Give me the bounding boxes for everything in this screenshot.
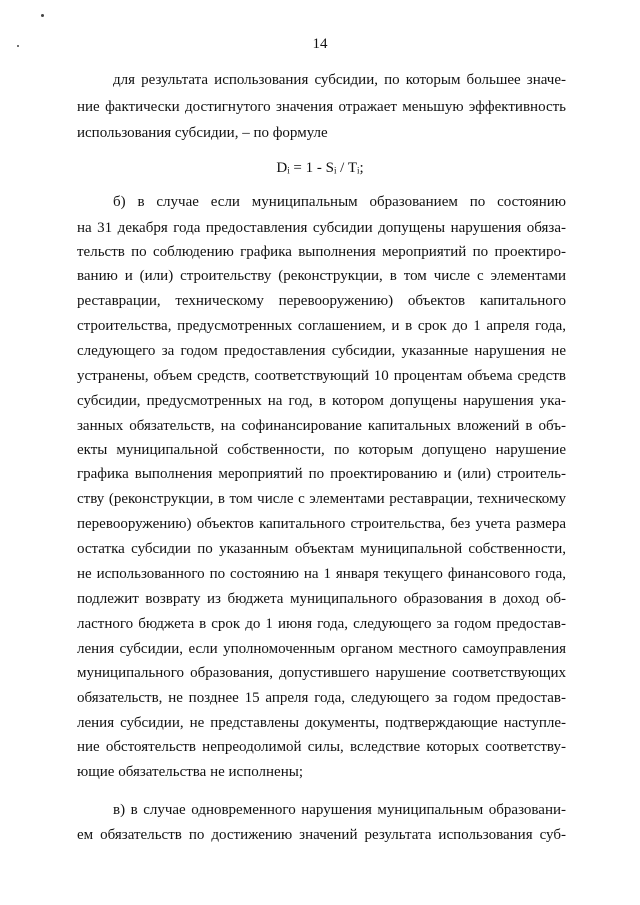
text-line: остатка субсидии по указанным объектам муниципальной собственности, <box>77 541 566 557</box>
text-line: не использованного по состоянию на 1 января текущего финансового года, <box>77 566 566 582</box>
text-line: ления субсидии, если уполномоченным органом местного самоуправления <box>77 641 566 657</box>
text-line: екты муниципальной собственности, по которым допущено нарушение <box>77 442 566 458</box>
text-line: ластного бюджета в срок до 1 июня года, следующего за годом предостав- <box>77 616 566 632</box>
text-line: ству (реконструкции, в том числе с элементами реставрации, техническому <box>77 491 566 507</box>
text-line: ванию и (или) строительству (реконструкции, в том числе с элементами <box>77 268 566 284</box>
text-line: для результата использования субсидии, по которым большее значе- <box>113 72 566 88</box>
scan-speck <box>41 14 44 17</box>
text-line: б) в случае если муниципальным образованием по состоянию <box>113 194 566 210</box>
formula: Dᵢ = 1 - Sᵢ / Tᵢ; <box>276 160 364 176</box>
text-line: субсидии, предусмотренных на год, в котором допущены нарушения ука- <box>77 393 566 409</box>
text-line: ние фактически достигнутого значения отражает меньшую эффективность <box>77 99 566 115</box>
text-line: тельств по соблюдению графика выполнения мероприятий по проектиро- <box>77 244 566 260</box>
text-line: занных обязательств, на софинансирование капитальных вложений в объ- <box>77 418 566 434</box>
text-line: ления субсидии, не представлены документы, подтверждающие наступле- <box>77 715 566 731</box>
text-line: ние обстоятельств непреодолимой силы, вследствие которых соответству- <box>77 739 566 755</box>
text-line: обязательств, не позднее 15 апреля года, следующего за годом предостав- <box>77 690 566 706</box>
text-line: муниципального образования, допустившего нарушение соответствующих <box>77 665 566 681</box>
text-line: следующего за годом предоставления субсидии, указанные нарушения не <box>77 343 566 359</box>
text-line: в) в случае одновременного нарушения муниципальным образовани- <box>113 802 566 818</box>
text-line: строительства, предусмотренных соглашением, и в срок до 1 апреля года, <box>77 318 566 334</box>
text-line: устранены, объем средств, соответствующий 10 процентам объема средств <box>77 368 566 384</box>
page-number: 14 <box>312 36 328 52</box>
text-line: реставрации, техническому перевооружению) объектов капитального <box>77 293 566 309</box>
text-line: использования субсидии, – по формуле <box>77 125 328 141</box>
text-line: подлежит возврату из бюджета муниципального образования в доход об- <box>77 591 566 607</box>
text-line: ем обязательств по достижению значений результата использования суб- <box>77 827 566 843</box>
text-line: перевооружению) объектов капитального строительства, без учета размера <box>77 516 566 532</box>
text-line: на 31 декабря года предоставления субсидии допущены нарушения обяза- <box>77 220 566 236</box>
text-line: графика выполнения мероприятий по проектированию и (или) строитель- <box>77 466 566 482</box>
text-line: ющие обязательства не исполнены; <box>77 764 303 780</box>
